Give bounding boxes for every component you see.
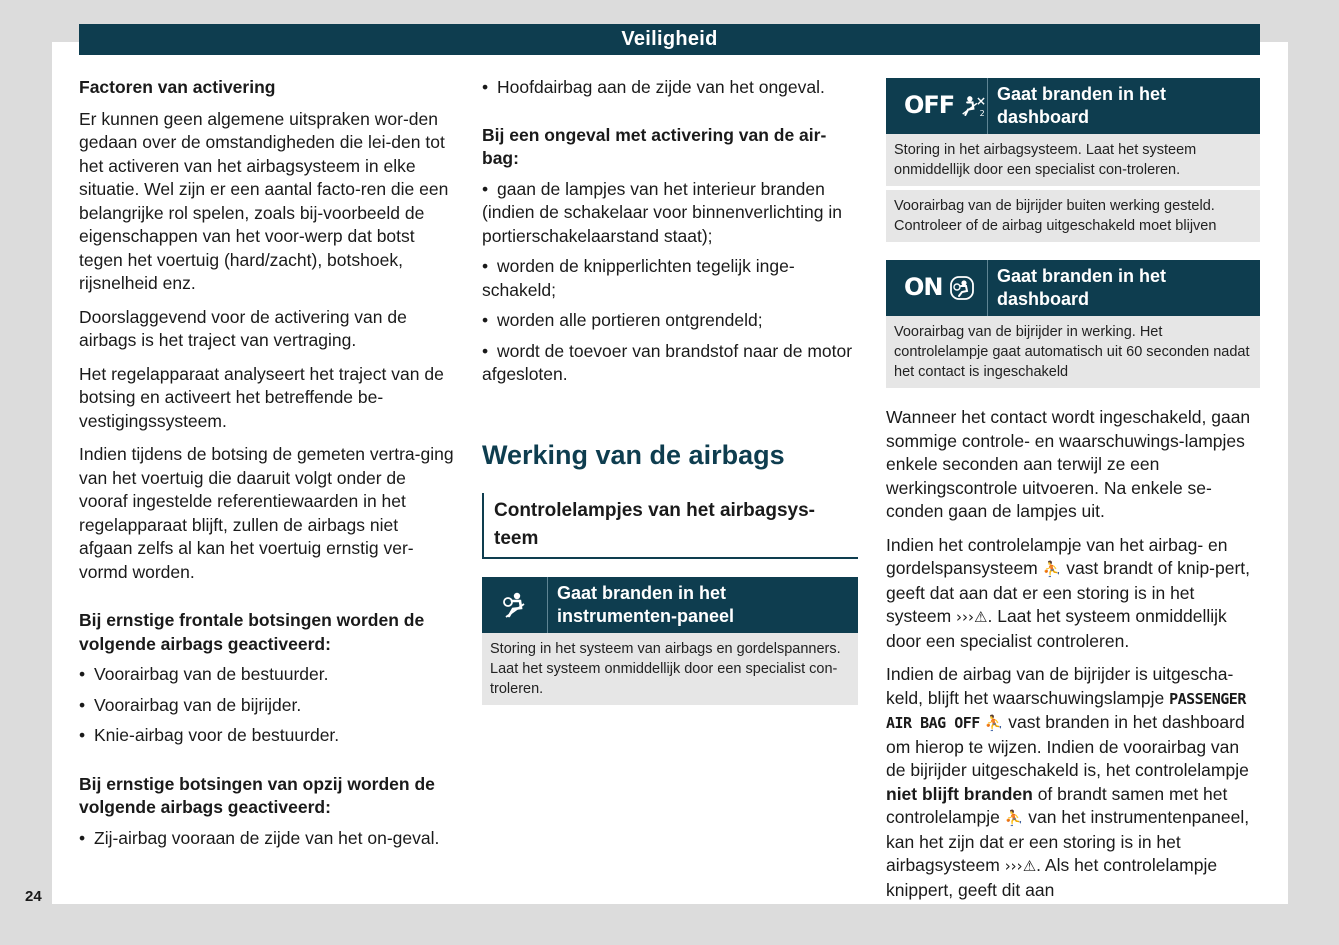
airbag-seatbelt-icon: ⛹: [1042, 560, 1062, 578]
heading-factoren: Factoren van activering: [79, 77, 276, 97]
list-item-text: wordt de toevoer van brandstof naar de motor afgesloten.: [482, 340, 853, 384]
passenger-airbag-on-icon: [886, 260, 988, 316]
text-run: . Laat het systeem onmiddellijk door een specialist controleren.: [886, 606, 1227, 651]
warning-triangle-icon[interactable]: ⚠: [974, 608, 988, 626]
list-item-text: worden de knipperlichten tegelijk inge-schakeld;: [482, 256, 795, 300]
bullet-icon: •: [482, 178, 489, 199]
column-1: [79, 76, 455, 850]
paragraph: Er kunnen geen algemene uitspraken wor-den gedaan over de omstandigheden die lei-den tot het activeren van het airbagsysteem in elke situatie. Wel zijn er een aantal facto-ren die een belangrijke rol spelen, zoals bij-voorbeeld de eigenschappen van het voor-werp dat botst tegen het voertuig (hard/zacht), botshoek, rijsnelheid enz.: [79, 108, 449, 293]
list-item: [79, 724, 455, 748]
table-header-text: Gaat branden in het dashboard: [997, 84, 1167, 127]
list-item: [482, 255, 858, 302]
text-run: of brandt samen met het controlelampje: [886, 783, 1228, 827]
warning-lamp-table-instrument: [482, 577, 858, 705]
column-3: [886, 76, 1260, 902]
airbag-seatbelt-icon: [482, 577, 548, 633]
bullet-icon: •: [79, 725, 86, 745]
bullet-icon: •: [482, 77, 489, 97]
text-run: Indien de airbag van de bijrijder is uitgescha-keld, blijft het waarschuwingslampje: [886, 664, 1234, 708]
bullet-icon: •: [79, 694, 86, 715]
bullet-icon: •: [79, 664, 86, 684]
heading-frontaal: Bij ernstige frontale botsingen worden de volgende airbags geactiveerd:: [79, 610, 425, 654]
bullet-icon: •: [482, 340, 489, 361]
table-cell: Voorairbag van de bijrijder buiten werking gesteld. Controleer of de airbag uitgeschakeld moet blijven: [886, 190, 1260, 242]
bullet-icon: •: [79, 827, 86, 848]
list-item-text: Knie-airbag voor de bestuurder.: [94, 725, 340, 745]
table-header-text: Gaat branden in het instrumenten-paneel: [557, 582, 735, 626]
list-item: [79, 663, 455, 687]
table-header-text: Gaat branden in het dashboard: [997, 266, 1167, 309]
passenger-airbag-off-label: PASSENGER AIR BAG OFF: [886, 689, 1246, 732]
list-item: [482, 309, 858, 333]
heading-opzij: Bij ernstige botsingen van opzij worden de volgende airbags geactiveerd:: [79, 773, 435, 817]
paragraph: Doorslaggevend voor de activering van de airbags is het traject van vertraging.: [79, 306, 407, 350]
bullet-icon: •: [482, 310, 489, 330]
list-item: [79, 827, 455, 851]
list-item-text: Zij-airbag vooraan de zijde van het on-geval.: [94, 827, 440, 848]
list-item-text: Voorairbag van de bijrijder.: [94, 694, 302, 715]
table-header: [482, 577, 858, 633]
subsection-title: Controlelampjes van het airbagsys-teem: [482, 493, 858, 559]
airbag-seatbelt-icon: ⛹: [1004, 809, 1024, 827]
text-run: vast brandt of knip-pert, geeft dat aan dat er een storing is in het systeem: [886, 558, 1251, 626]
icon-word: ON: [904, 273, 943, 302]
text-run-bold: niet blijft branden: [886, 783, 1033, 804]
text-run: van het instrumentenpaneel, kan het zijn dat er een storing is in het airbagsysteem: [886, 807, 1250, 875]
list-item: [482, 76, 858, 100]
passenger-airbag-off-icon: [886, 78, 988, 134]
list-item: [79, 694, 455, 718]
table-header: [886, 260, 1260, 316]
page-number: 24: [25, 888, 42, 905]
link-arrows-icon[interactable]: ›››: [1004, 857, 1023, 875]
text-run: Indien het controlelampje van het airbag- en gordelspansysteem: [886, 534, 1228, 578]
table-cell: Storing in het airbagsysteem. Laat het systeem onmiddellijk door een specialist con-troleren.: [886, 134, 1260, 186]
list-item-text: Hoofdairbag aan de zijde van het ongeval.: [497, 77, 825, 97]
icon-word: OFF: [904, 91, 955, 120]
list-item-text: gaan de lampjes van het interieur branden (indien de schakelaar voor binnenverlichting in portierschakelaarstand staat);: [482, 178, 842, 246]
link-arrows-icon[interactable]: ›››: [956, 608, 975, 626]
warning-lamp-table-on: [886, 260, 1260, 388]
paragraph: Wanneer het contact wordt ingeschakeld, gaan sommige controle- en waarschuwings-lampjes enkele seconden aan terwijl ze een werkingscontrole uitvoeren. Na enkele se-conden gaan de lampjes uit.: [886, 407, 1251, 521]
text-run: . Als het controlelampje knippert, geeft dit aan: [886, 855, 1218, 900]
section-header: Veiligheid: [79, 24, 1260, 55]
section-title: Werking van de airbags: [482, 439, 785, 470]
table-cell: Storing in het systeem van airbags en gordelspanners. Laat het systeem onmiddellijk door een specialist con-troleren.: [482, 633, 858, 705]
paragraph: Indien tijdens de botsing de gemeten vertra-ging van het voertuig die daaruit volgt onder de vooraf ingestelde referentiewaarden in het regelapparaat blijft, zullen de airbags niet afgaan zelfs al kan het voertuig ernstig ver-vormd worden.: [79, 444, 454, 582]
list-item-text: Voorairbag van de bestuurder.: [94, 664, 329, 684]
table-cell: Voorairbag van de bijrijder in werking. Het controlelampje gaat automatisch uit 60 seconden nadat het contact is ingeschakeld: [886, 316, 1260, 388]
list-item: [482, 178, 858, 249]
warning-lamp-table-off: [886, 78, 1260, 242]
column-2: [482, 76, 858, 705]
svg-text:2: 2: [979, 108, 985, 118]
table-header: [886, 78, 1260, 134]
passenger-airbag-off-icon: ⛹: [984, 714, 1004, 732]
list-item-text: worden alle portieren ontgrendeld;: [497, 310, 763, 330]
paragraph: [886, 663, 1260, 902]
paragraph: [886, 534, 1260, 654]
warning-triangle-icon[interactable]: ⚠: [1022, 857, 1037, 875]
heading-ongeval: Bij een ongeval met activering van de air-bag:: [482, 124, 827, 168]
text-run: vast branden in het dashboard om hierop te wijzen. Indien de voorairbag van de bijrijder uitgeschakeld is, het controlelampje: [886, 712, 1249, 780]
list-item: [482, 340, 858, 387]
paragraph: Het regelapparaat analyseert het traject van de botsing en activeert het betreffende be-vestigingssysteem.: [79, 363, 444, 431]
bullet-icon: •: [482, 256, 489, 276]
